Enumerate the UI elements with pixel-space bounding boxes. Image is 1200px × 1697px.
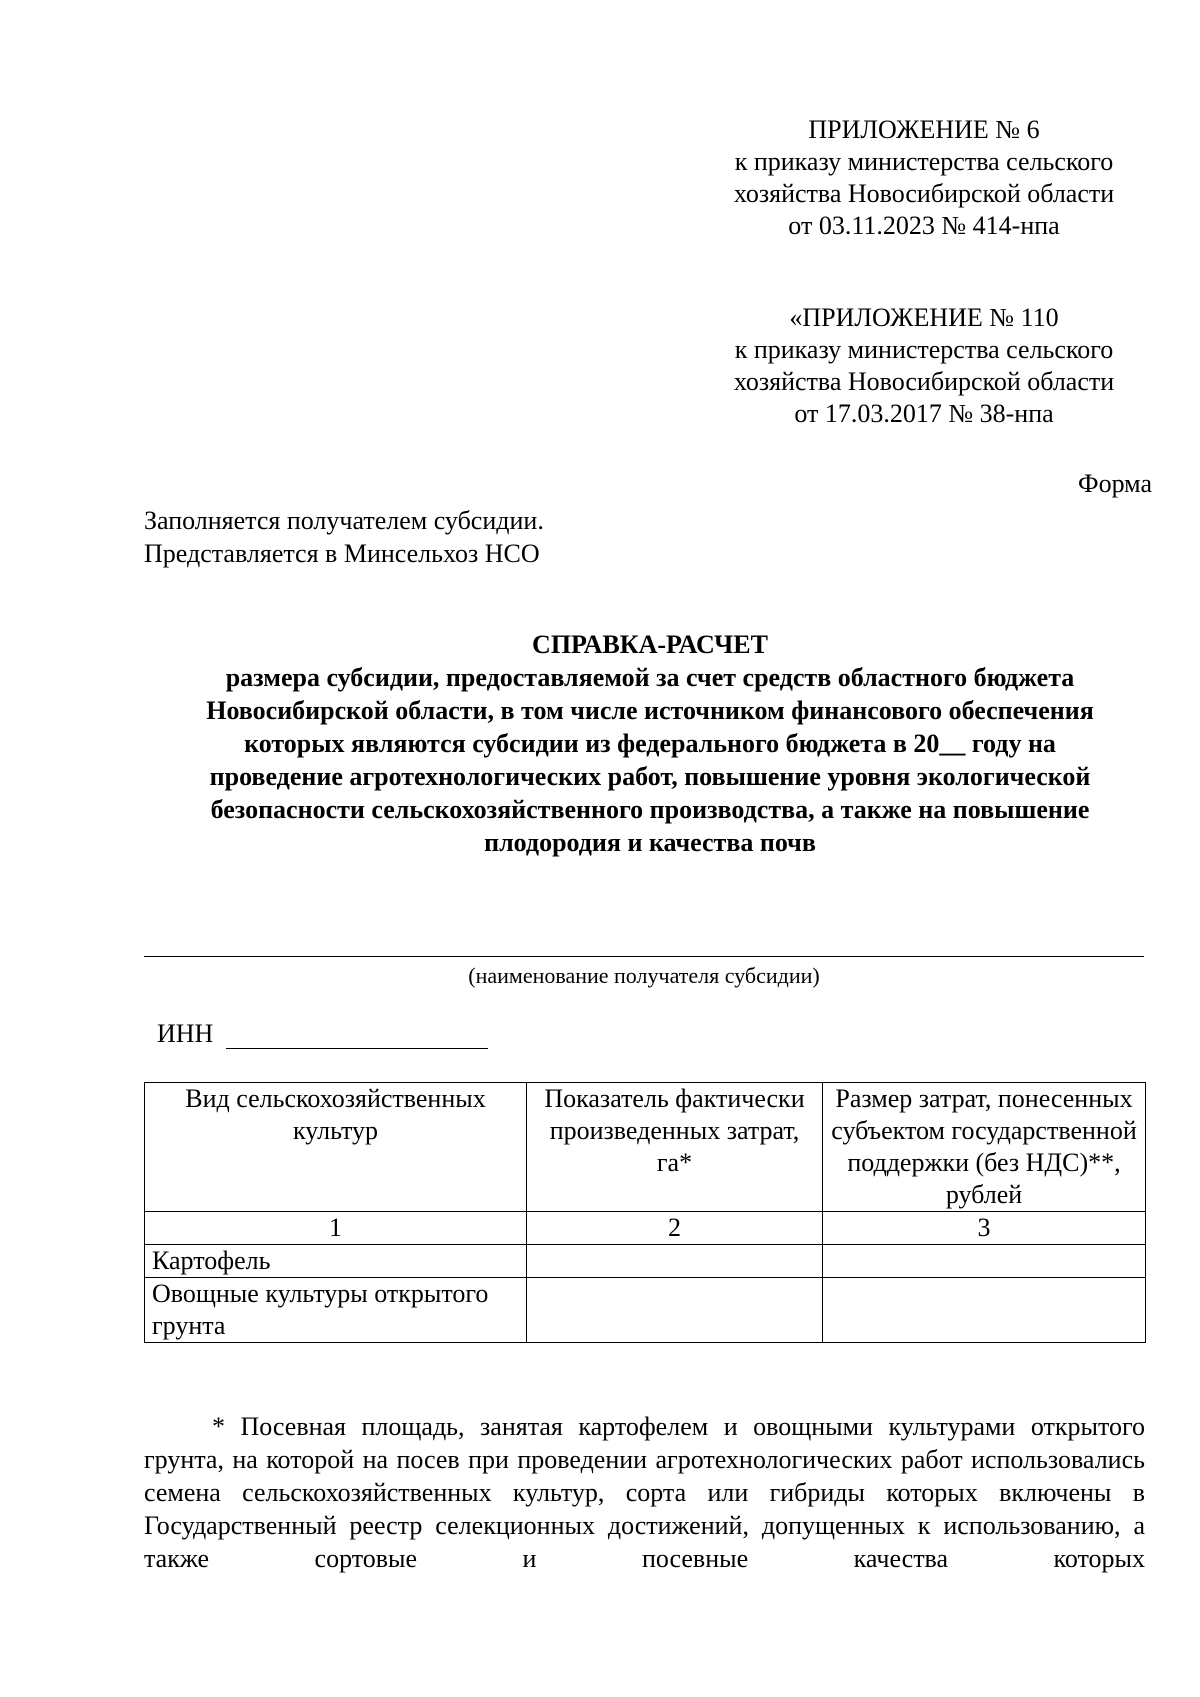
calculation-table — [144, 1082, 1146, 1343]
appendix-line: хозяйства Новосибирской области — [733, 179, 1115, 208]
column-number: 3 — [823, 1212, 1146, 1245]
recipient-name-field[interactable] — [144, 956, 1144, 957]
fill-note-line: Заполняется получателем субсидии. — [144, 506, 544, 535]
column-number: 2 — [527, 1212, 823, 1245]
crop-name: Овощные культуры открытого грунта — [145, 1278, 527, 1343]
title-line: безопасности сельскохозяйственного производства, а также на повышение — [210, 795, 1090, 824]
appendix-110-header — [704, 302, 1144, 430]
appendix-6-header — [704, 114, 1144, 242]
table-row — [145, 1245, 1146, 1278]
fill-note-line: Представляется в Минсельхоз НСО — [144, 539, 540, 568]
inn-field[interactable] — [226, 1048, 488, 1049]
title-line: проведение агротехнологических работ, повышение уровня экологической — [209, 762, 1091, 791]
document-title — [120, 628, 1180, 859]
cost-cell[interactable] — [823, 1245, 1146, 1278]
fill-note — [144, 504, 544, 570]
cost-cell[interactable] — [823, 1278, 1146, 1343]
appendix-line: хозяйства Новосибирской области — [733, 367, 1115, 396]
header-area: Показатель фактически произведенных затрат, га* — [527, 1083, 823, 1212]
title-line: Новосибирской области, в том числе источником финансового обеспечения — [206, 696, 1094, 725]
inn-label: ИНН — [157, 1019, 214, 1048]
appendix-line: к приказу министерства сельского — [734, 335, 1114, 364]
title-heading: СПРАВКА-РАСЧЕТ — [532, 630, 768, 659]
column-number: 1 — [145, 1212, 527, 1245]
header-cost: Размер затрат, понесенных субъектом государственной поддержки (без НДС)**, рублей — [823, 1083, 1146, 1212]
area-cell[interactable] — [527, 1278, 823, 1343]
recipient-caption: (наименование получателя субсидии) — [468, 963, 820, 988]
footnote: * Посевная площадь, занятая картофелем и овощными культурами открытого грунта, на которой на посев при проведении агротехнологических работ использовались семена сельскохозяйственных культур, сорта или гибриды которых включены в Государственный реестр селекционных достижений, допущенных к использованию, а также сортовые и посевные качества которых — [144, 1412, 1145, 1573]
form-label: Форма — [1078, 469, 1152, 498]
appendix-title: «ПРИЛОЖЕНИЕ № 110 — [789, 303, 1059, 332]
column-number-row — [145, 1212, 1146, 1245]
appendix-line: к приказу министерства сельского — [734, 147, 1114, 176]
area-cell[interactable] — [527, 1245, 823, 1278]
appendix-date: от 17.03.2017 № 38-нпа — [794, 399, 1054, 428]
table-header-row — [145, 1083, 1146, 1212]
crop-name: Картофель — [145, 1245, 527, 1278]
title-line: плодородия и качества почв — [484, 828, 816, 857]
title-line: размера субсидии, предоставляемой за счет средств областного бюджета — [225, 663, 1075, 692]
header-crop-type: Вид сельскохозяйственных культур — [145, 1083, 527, 1212]
appendix-date: от 03.11.2023 № 414-нпа — [788, 211, 1060, 240]
appendix-title: ПРИЛОЖЕНИЕ № 6 — [808, 115, 1040, 144]
table-row — [145, 1278, 1146, 1343]
title-line: которых являются субсидии из федерального бюджета в 20__ году на — [244, 729, 1056, 758]
